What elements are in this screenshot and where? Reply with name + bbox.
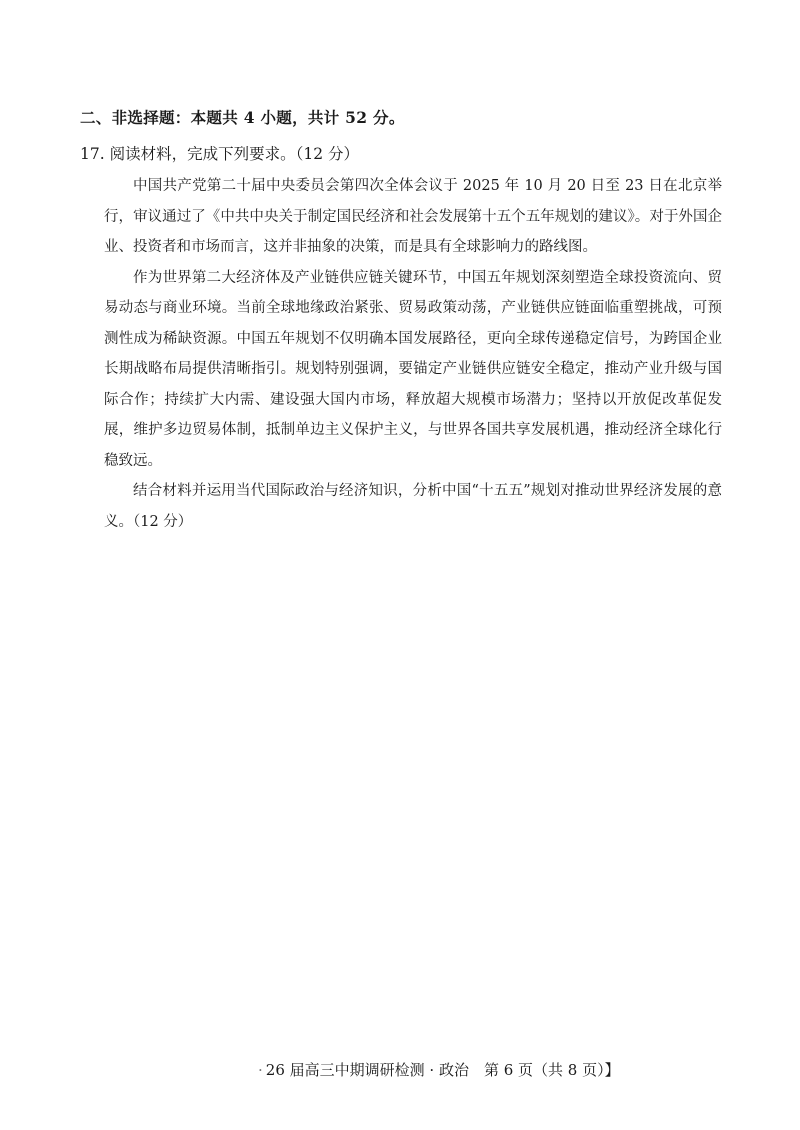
reading-material: [104, 171, 722, 537]
question-title: 17. 阅读材料，完成下列要求。（12 分）: [80, 145, 359, 163]
material-paragraph-1: 中国共产党第二十届中央委员会第四次全体会议于 2025 年 10 月 20 日至 23 日在北京举行，审议通过了《中共中央关于制定国民经济和社会发展第十五个五年规划的建议》。对于外国企业、投资者和市场而言，这并非抽象的决策，而是具有全球影响力的路线图。: [104, 178, 722, 255]
footer-text: 26 届高三中期调研检测 · 政治 第 6 页（共 8 页）】: [265, 1061, 620, 1079]
footer-dot: ·: [258, 1061, 263, 1079]
page-footer: [258, 1059, 620, 1080]
section-heading: 二、非选择题：本题共 4 小题，共计 52 分。: [80, 108, 405, 127]
question-prompt: 结合材料并运用当代国际政治与经济知识，分析中国“十五五”规划对推动世界经济发展的意义。（12 分）: [104, 483, 722, 530]
material-paragraph-2: 作为世界第二大经济体及产业链供应链关键环节，中国五年规划深刻塑造全球投资流向、贸易动态与商业环境。当前全球地缘政治紧张、贸易政策动荡，产业链供应链面临重塑挑战，可预测性成为稀缺资源。中国五年规划不仅明确本国发展路径，更向全球传递稳定信号，为跨国企业长期战略布局提供清晰指引。规划特别强调，要锚定产业链供应链安全稳定，推动产业升级与国际合作；持续扩大内需、建设强大国内市场，释放超大规模市场潜力；坚持以开放促改革促发展，维护多边贸易体制，抵制单边主义保护主义，与世界各国共享发展机遇，推动经济全球化行稳致远。: [104, 269, 722, 469]
